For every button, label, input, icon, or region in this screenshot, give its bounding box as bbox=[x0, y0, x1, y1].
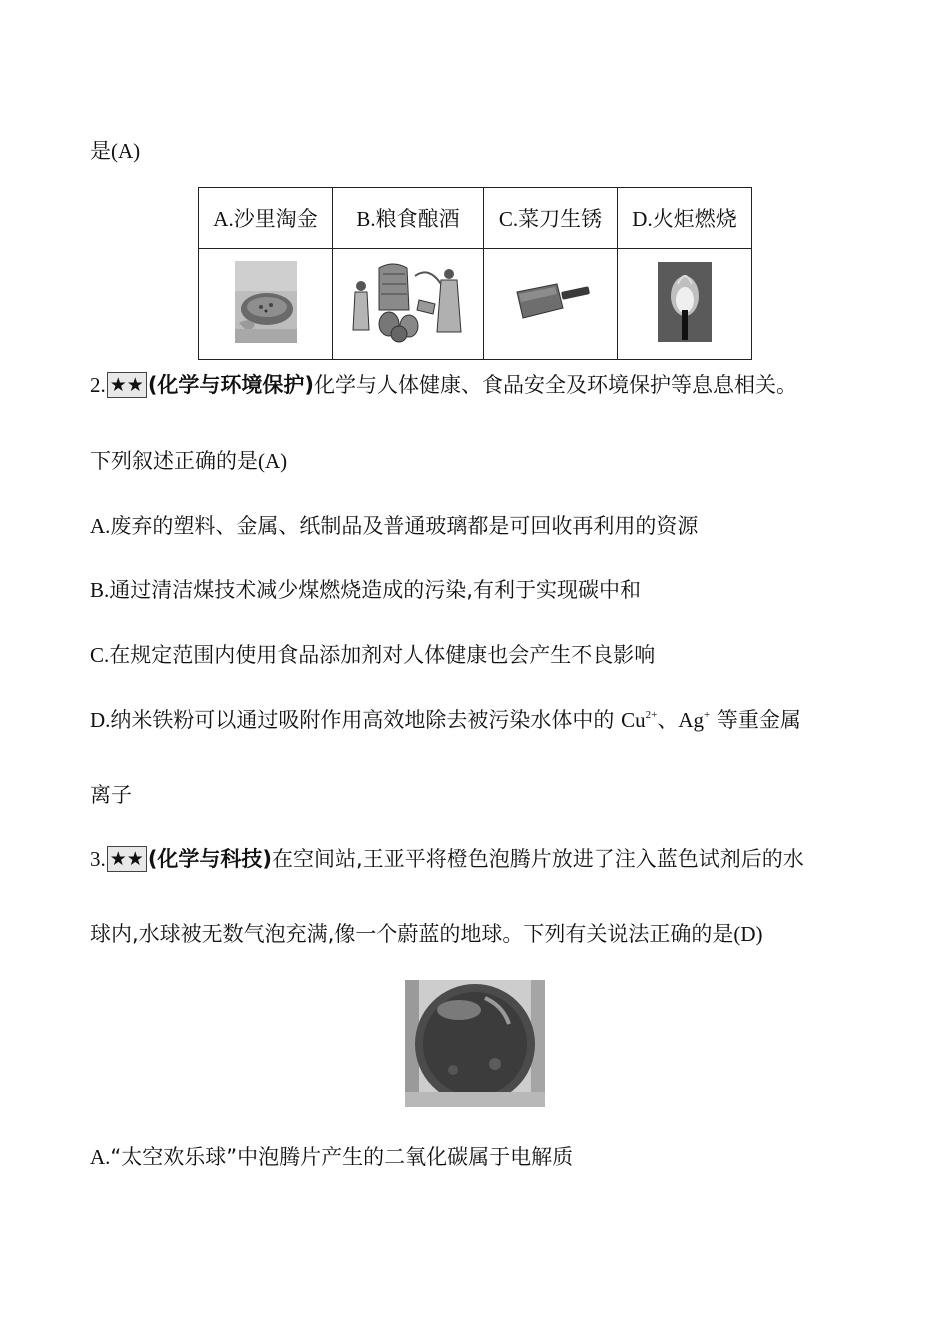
water-ball-photo bbox=[405, 980, 545, 1107]
q3-stem-line1 bbox=[90, 845, 804, 873]
table-option-d: D.火炬燃烧 bbox=[618, 188, 752, 249]
q2-option-d-cont: 离子 bbox=[90, 783, 132, 807]
burning-torch-image bbox=[618, 249, 752, 360]
q2-option-d: D.纳米铁粉可以通过吸附作用高效地除去被污染水体中的 $Cu^{2+}$、Ag+ 等重金属 bbox=[90, 708, 801, 732]
silver-ion: Ag+ bbox=[678, 708, 711, 732]
q2-topic-tag: (化学与环境保护) bbox=[147, 373, 315, 397]
q2-stem-text: 化学与人体健康、食品安全及环境保护等息息相关。 bbox=[314, 373, 798, 397]
intro-tail bbox=[90, 137, 140, 165]
q3-answer: (D) bbox=[733, 922, 763, 946]
q2-option-a: A.废弃的塑料、金属、纸制品及普通玻璃都是可回收再利用的资源 bbox=[90, 514, 699, 538]
table-option-c: C.菜刀生锈 bbox=[484, 188, 618, 249]
difficulty-stars: ★★ bbox=[107, 846, 147, 872]
q2-option-c: C.在规定范围内使用食品添加剂对人体健康也会产生不良影响 bbox=[90, 643, 656, 667]
q2-stem-line2: 下列叙述正确的是(A) bbox=[90, 449, 288, 473]
q2-number: 2. bbox=[90, 373, 106, 397]
options-table bbox=[198, 187, 752, 360]
difficulty-stars: ★★ bbox=[107, 372, 147, 398]
intro-tail-prefix: 是 bbox=[90, 139, 111, 163]
q2-option-b: B.通过清洁煤技术减少煤燃烧造成的污染,有利于实现碳中和 bbox=[90, 578, 641, 602]
q2-stem-line1 bbox=[90, 371, 797, 399]
panning-gold-image bbox=[199, 249, 333, 360]
intro-tail-answer: (A) bbox=[111, 139, 141, 163]
table-option-b: B.粮食酿酒 bbox=[333, 188, 484, 249]
copper-ion: $Cu^{2+}$ bbox=[621, 708, 658, 732]
q3-option-a: A.“太空欢乐球”中泡腾片产生的二氧化碳属于电解质 bbox=[90, 1145, 574, 1169]
brewing-wine-image bbox=[333, 249, 484, 360]
table-option-a: A.沙里淘金 bbox=[199, 188, 333, 249]
q3-stem-line2: 球内,水球被无数气泡充满,像一个蔚蓝的地球。下列有关说法正确的是(D) bbox=[90, 922, 763, 946]
q3-topic-tag: (化学与科技) bbox=[147, 847, 273, 871]
q3-stem-text: 在空间站,王亚平将橙色泡腾片放进了注入蓝色试剂后的水 bbox=[272, 847, 804, 871]
q3-number: 3. bbox=[90, 847, 106, 871]
q2-answer: (A) bbox=[258, 449, 288, 473]
rusty-knife-image bbox=[484, 249, 618, 360]
